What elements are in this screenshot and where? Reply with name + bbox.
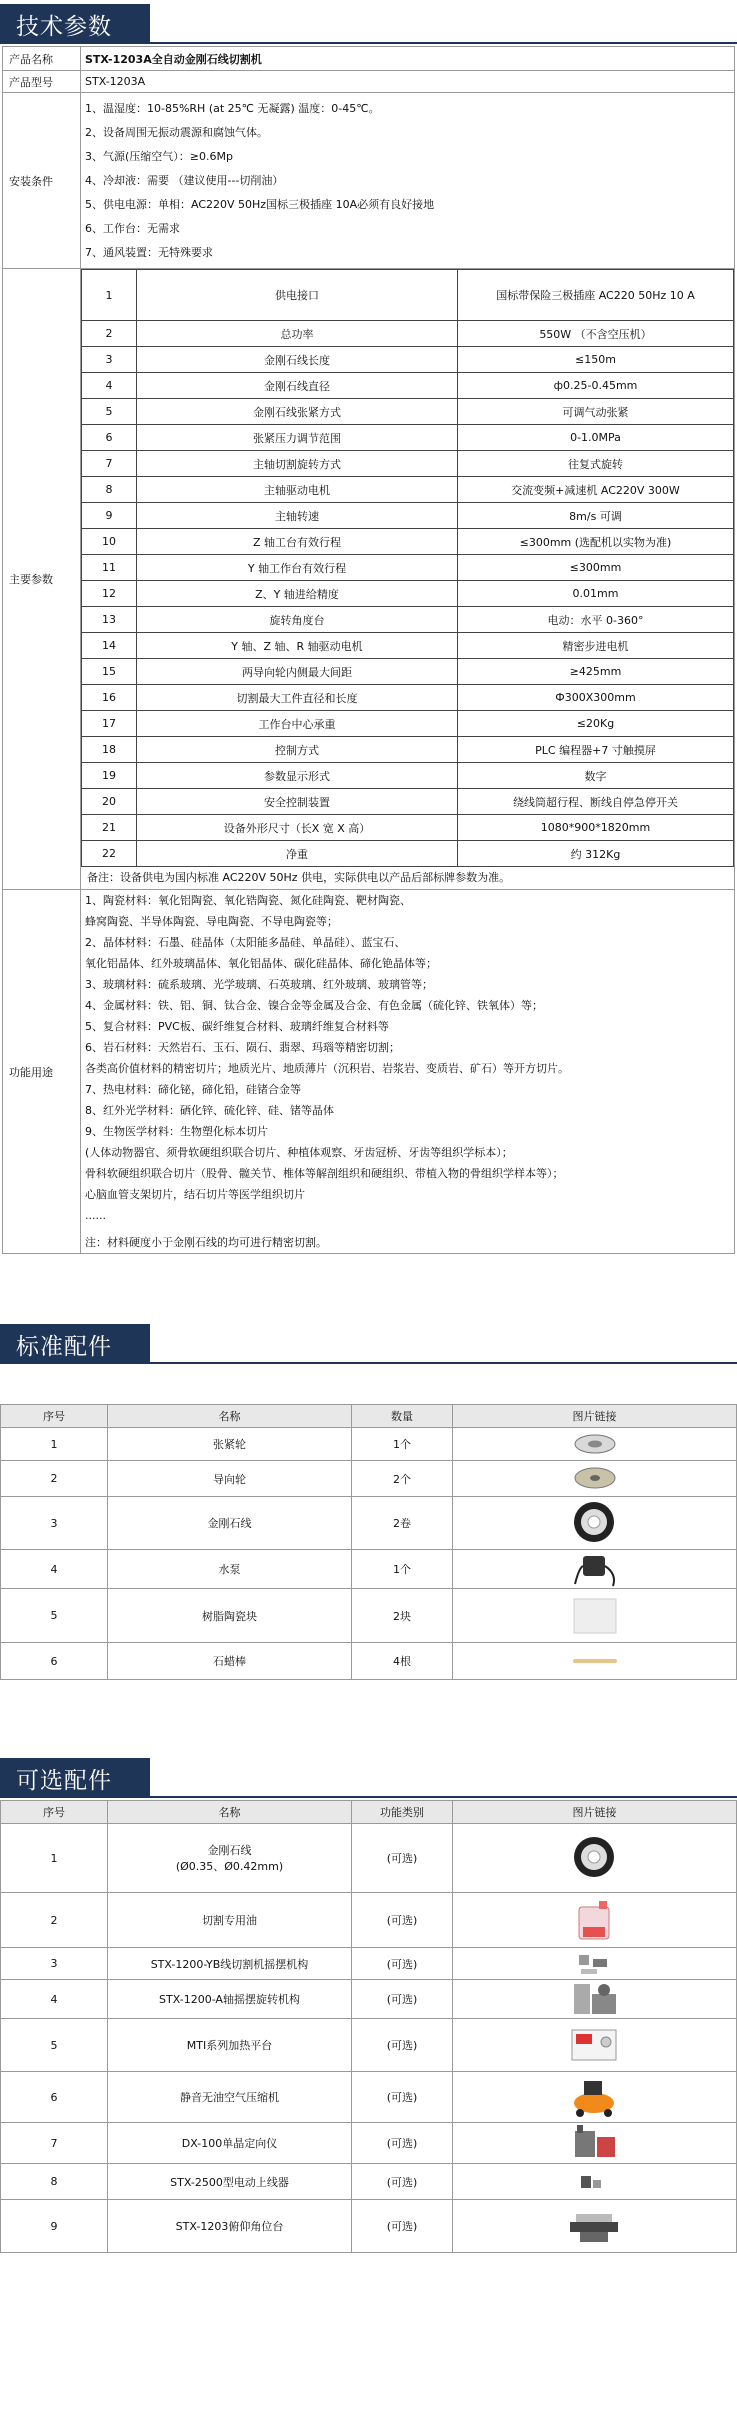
- param-value: ≤300mm: [458, 555, 734, 581]
- col-header-category: 功能类别: [352, 1801, 453, 1824]
- tech-params-table: [2, 46, 735, 1254]
- image-cell: [453, 2164, 737, 2200]
- row-number: 5: [1, 1589, 108, 1643]
- main-params-label: 主要参数: [3, 269, 81, 890]
- table-row: [82, 555, 734, 581]
- col-header-image: 图片链接: [453, 1801, 737, 1824]
- item-name: [108, 2123, 352, 2164]
- image-cell: [453, 1893, 737, 1948]
- row-number: 6: [82, 425, 137, 451]
- row-number: 21: [82, 815, 137, 841]
- row-number: 5: [1, 2019, 108, 2072]
- param-value: 8m/s 可调: [458, 503, 734, 529]
- row-number: 6: [1, 1643, 108, 1680]
- param-value: Ф300X300mm: [458, 685, 734, 711]
- param-value: 可调气动张紧: [458, 399, 734, 425]
- list-item: 3、气源(压缩空气）：≥0.6Mp: [85, 149, 233, 163]
- table-row: [82, 373, 734, 399]
- item-category: (可选): [352, 1893, 453, 1948]
- list-item: 3、玻璃材料：硫系玻璃、光学玻璃、石英玻璃、红外玻璃、玻璃管等；: [85, 978, 433, 991]
- row-number: 7: [1, 2123, 108, 2164]
- item-name-line: 静音无油空气压缩机: [180, 2091, 279, 2104]
- row-number: 4: [1, 1550, 108, 1589]
- list-item: 5、复合材料：PVC板、碳纤维复合材料、玻璃纤维复合材料等: [85, 1020, 389, 1033]
- list-item: 1、陶瓷材料：氧化铝陶瓷、氧化锆陶瓷、氮化硅陶瓷、靶材陶瓷、: [85, 894, 411, 907]
- table-row: [82, 659, 734, 685]
- row-number: 13: [82, 607, 137, 633]
- list-item: 6、岩石材料：天然岩石、玉石、陨石、翡翠、玛瑙等精密切割；: [85, 1041, 400, 1054]
- table-row: [82, 425, 734, 451]
- table-row: [82, 841, 734, 867]
- param-name: 切割最大工件直径和长度: [137, 685, 458, 711]
- tension-wheel-image: [571, 1430, 619, 1458]
- list-item: 8、红外光学材料：硒化锌、硫化锌、硅、锗等晶体: [85, 1104, 334, 1117]
- function-note: 注：材料硬度小于金刚石线的均可进行精密切割。: [85, 1236, 327, 1249]
- table-row: [82, 581, 734, 607]
- list-item: 各类高价值材料的精密切片；地质光片、地质薄片（沉积岩、岩浆岩、变质岩、矿石）等开方切片。: [85, 1062, 569, 1075]
- image-cell: [453, 1550, 737, 1589]
- item-category: (可选): [352, 2072, 453, 2123]
- table-row: [82, 399, 734, 425]
- table-row: [1, 1461, 737, 1497]
- row-number: 1: [1, 1824, 108, 1893]
- a-axis-rotation-image: [568, 1980, 622, 2018]
- power-note: 备注：设备供电为国内标准 AC220V 50Hz 供电，实际供电以产品后部标牌参数为准。: [87, 871, 511, 884]
- image-cell: [453, 1497, 737, 1550]
- table-row: [82, 711, 734, 737]
- row-number: 14: [82, 633, 137, 659]
- list-item: 2、设备周围无振动震源和腐蚀气体。: [85, 125, 268, 139]
- swing-mechanism-image: [571, 1949, 619, 1979]
- item-name-line: DX-100单晶定向仪: [181, 2137, 278, 2150]
- product-model-label: 产品型号: [3, 71, 81, 93]
- product-name-value: STX-1203A全自动金刚石线切割机: [81, 47, 735, 71]
- param-name: 旋转角度台: [137, 607, 458, 633]
- param-name: Z 轴工台有效行程: [137, 529, 458, 555]
- item-name: 导向轮: [108, 1461, 352, 1497]
- list-item: 心脑血管支架切片，结石切片等医学组织切片: [85, 1188, 305, 1201]
- param-name: 设备外形尺寸（长X 宽 X 高）: [137, 815, 458, 841]
- param-value: 电动：水平 0-360°: [458, 607, 734, 633]
- row-number: 6: [1, 2072, 108, 2123]
- param-value: 数字: [458, 763, 734, 789]
- divider: [0, 1362, 737, 1364]
- row-number: 2: [1, 1893, 108, 1948]
- row-number: 8: [82, 477, 137, 503]
- item-name: [108, 2072, 352, 2123]
- item-category: (可选): [352, 1980, 453, 2019]
- product-model-value: STX-1203A: [81, 71, 735, 93]
- param-value: 精密步进电机: [458, 633, 734, 659]
- col-header-qty: 数量: [352, 1405, 453, 1428]
- param-name: 安全控制装置: [137, 789, 458, 815]
- row-number: 8: [1, 2164, 108, 2200]
- item-name: [108, 2200, 352, 2253]
- table-row: [82, 321, 734, 347]
- item-quantity: 2个: [352, 1461, 453, 1497]
- row-number: 15: [82, 659, 137, 685]
- optional-accessories-title: 可选配件: [0, 1758, 150, 1798]
- table-row: [82, 503, 734, 529]
- table-row: [1, 2123, 737, 2164]
- list-item: 4、金属材料：铁、铝、铜、钛合金、镍合金等金属及合金、有色金属（硫化锌、铁氧体）等；: [85, 999, 543, 1012]
- row-number: 10: [82, 529, 137, 555]
- list-item: 2、晶体材料：石墨、硅晶体（太阳能多晶硅、单晶硅）、蓝宝石、: [85, 936, 406, 949]
- param-name: 金刚石线张紧方式: [137, 399, 458, 425]
- row-number: 3: [82, 347, 137, 373]
- param-value: 国标带保险三极插座 AC220 50Hz 10 A: [458, 270, 734, 321]
- row-number: 17: [82, 711, 137, 737]
- main-params-cell: [81, 269, 735, 890]
- item-name-line: STX-2500型电动上线器: [170, 2175, 289, 2189]
- row-number: 7: [82, 451, 137, 477]
- table-row: [1, 1948, 737, 1980]
- param-name: 供电接口: [137, 270, 458, 321]
- table-row: [82, 270, 734, 321]
- table-row: [1, 2019, 737, 2072]
- item-name: [108, 2164, 352, 2200]
- param-value: PLC 编程器+7 寸触摸屏: [458, 737, 734, 763]
- row-number: 16: [82, 685, 137, 711]
- heating-platform-image: [568, 2024, 622, 2066]
- param-name: 张紧压力调节范围: [137, 425, 458, 451]
- item-name-line: 金刚石线: [207, 1844, 252, 1857]
- param-value: 550W （不含空压机）: [458, 321, 734, 347]
- function-list: [81, 890, 735, 1254]
- item-name: [108, 2019, 352, 2072]
- row-number: 1: [82, 270, 137, 321]
- item-quantity: 2卷: [352, 1497, 453, 1550]
- item-quantity: 1个: [352, 1550, 453, 1589]
- standard-accessories-table: [0, 1404, 737, 1680]
- item-quantity: 1个: [352, 1428, 453, 1461]
- list-item: 9、生物医学材料：生物塑化标本切片: [85, 1125, 268, 1138]
- image-cell: [453, 1980, 737, 2019]
- item-name-line: 切割专用油: [202, 1914, 257, 1927]
- table-row: [82, 633, 734, 659]
- air-compressor-image: [568, 2073, 622, 2121]
- row-number: 22: [82, 841, 137, 867]
- table-row: [82, 451, 734, 477]
- diamond-wire-image: [566, 1835, 624, 1881]
- param-name: 主轴驱动电机: [137, 477, 458, 503]
- item-name-line: STX-1203俯仰角位台: [175, 2220, 284, 2233]
- list-item: 骨科软硬组织联合切片（股骨、髋关节、椎体等解剖组织和硬组织、带植入物的骨组织学样本等）；: [85, 1167, 564, 1180]
- col-header-image: 图片链接: [453, 1405, 737, 1428]
- param-value: 0-1.0MPa: [458, 425, 734, 451]
- item-name-line: MTI系列加热平台: [186, 2039, 273, 2052]
- divider: [0, 1796, 737, 1798]
- item-quantity: 2块: [352, 1589, 453, 1643]
- image-cell: [453, 1589, 737, 1643]
- param-name: 控制方式: [137, 737, 458, 763]
- table-row: [1, 2072, 737, 2123]
- col-header-name: 名称: [108, 1405, 352, 1428]
- pitch-stage-image: [566, 2206, 624, 2246]
- image-cell: [453, 2123, 737, 2164]
- param-value: 0.01mm: [458, 581, 734, 607]
- list-item: 1、温湿度：10-85%RH (at 25℃ 无凝露) 温度：0-45℃。: [85, 101, 380, 115]
- item-spec-line: (Ø0.35、Ø0.42mm): [175, 1860, 284, 1873]
- item-quantity: 4根: [352, 1643, 453, 1680]
- guide-wheel-image: [571, 1465, 619, 1493]
- param-name: 主轴转速: [137, 503, 458, 529]
- image-cell: [453, 1824, 737, 1893]
- list-item: 氧化铝晶体、红外玻璃晶体、氧化铝晶体、碳化硅晶体、碲化铯晶体等；: [85, 957, 437, 970]
- image-cell: [453, 1948, 737, 1980]
- list-item: 蜂窝陶瓷、半导体陶瓷、导电陶瓷、不导电陶瓷等；: [85, 915, 338, 928]
- param-name: Y 轴工作台有效行程: [137, 555, 458, 581]
- param-name: Z、Y 轴进给精度: [137, 581, 458, 607]
- row-number: 5: [82, 399, 137, 425]
- param-value: 交流变频+减速机 AC220V 300W: [458, 477, 734, 503]
- table-row: [82, 737, 734, 763]
- item-name: [108, 1824, 352, 1893]
- row-number: 20: [82, 789, 137, 815]
- item-category: (可选): [352, 1948, 453, 1980]
- param-value: 1080*900*1820mm: [458, 815, 734, 841]
- item-category: (可选): [352, 2019, 453, 2072]
- row-number: 3: [1, 1948, 108, 1980]
- table-row: [82, 347, 734, 373]
- image-cell: [453, 1643, 737, 1680]
- row-number: 11: [82, 555, 137, 581]
- item-name: [108, 1980, 352, 2019]
- col-header-no: 序号: [1, 1405, 108, 1428]
- item-name: 水泵: [108, 1550, 352, 1589]
- row-number: 2: [82, 321, 137, 347]
- diamond-wire-image: [566, 1500, 624, 1546]
- item-name: 金刚石线: [108, 1497, 352, 1550]
- list-item: 6、工作台：无需求: [85, 221, 180, 235]
- param-value: ≤150m: [458, 347, 734, 373]
- param-name: 金刚石线直径: [137, 373, 458, 399]
- table-row: [82, 815, 734, 841]
- install-conditions-list: [81, 93, 735, 269]
- install-conditions-label: 安装条件: [3, 93, 81, 269]
- resin-block-image: [568, 1595, 622, 1637]
- main-params-table: [81, 269, 734, 867]
- image-cell: [453, 1461, 737, 1497]
- list-item: 7、通风装置：无特殊要求: [85, 245, 213, 259]
- item-category: (可选): [352, 2164, 453, 2200]
- param-name: 两导向轮内侧最大间距: [137, 659, 458, 685]
- table-row: [1, 1824, 737, 1893]
- optional-accessories-table: [0, 1800, 737, 2253]
- table-row: [1, 2164, 737, 2200]
- param-name: 总功率: [137, 321, 458, 347]
- table-row: [1, 1893, 737, 1948]
- list-item: 4、冷却液：需要 （建议使用---切削油）: [85, 173, 284, 187]
- table-row: [1, 1589, 737, 1643]
- param-value: 绕线筒超行程、断线自停急停开关: [458, 789, 734, 815]
- row-number: 19: [82, 763, 137, 789]
- product-name-label: 产品名称: [3, 47, 81, 71]
- image-cell: [453, 2072, 737, 2123]
- row-number: 12: [82, 581, 137, 607]
- item-name-line: STX-1200-A轴摇摆旋转机构: [159, 1993, 300, 2006]
- item-category: (可选): [352, 1824, 453, 1893]
- param-name: 金刚石线长度: [137, 347, 458, 373]
- param-value: ≤300mm (选配机以实物为准): [458, 529, 734, 555]
- list-item: 7、热电材料：碲化铋，碲化铅，硅锗合金等: [85, 1083, 301, 1096]
- water-pump-image: [569, 1550, 621, 1588]
- col-header-no: 序号: [1, 1801, 108, 1824]
- tech-params-title: 技术参数: [0, 4, 150, 44]
- row-number: 4: [82, 373, 137, 399]
- list-item: (人体动物器官、须骨软硬组织联合切片、种植体观察、牙齿冠桥、牙齿等组织学标本）；: [85, 1146, 513, 1159]
- wax-stick-image: [571, 1647, 619, 1675]
- table-row: [1, 1497, 737, 1550]
- table-row: [82, 763, 734, 789]
- item-name: [108, 1893, 352, 1948]
- table-row: [82, 529, 734, 555]
- row-number: 1: [1, 1428, 108, 1461]
- col-header-name: 名称: [108, 1801, 352, 1824]
- item-name-line: STX-1200-YB线切割机摇摆机构: [150, 1957, 309, 1971]
- divider: [0, 42, 737, 44]
- row-number: 2: [1, 1461, 108, 1497]
- param-value: ≥425mm: [458, 659, 734, 685]
- table-row: [1, 1643, 737, 1680]
- table-row: [82, 477, 734, 503]
- image-cell: [453, 2019, 737, 2072]
- item-category: (可选): [352, 2200, 453, 2253]
- table-row: [1, 1550, 737, 1589]
- param-name: 工作台中心承重: [137, 711, 458, 737]
- table-row: [1, 2200, 737, 2253]
- param-name: 参数显示形式: [137, 763, 458, 789]
- list-item: 5、供电电源：单相：AC220V 50Hz国标三极插座 10A必须有良好接地: [85, 197, 435, 211]
- param-name: 主轴切割旋转方式: [137, 451, 458, 477]
- param-value: ≤20Kg: [458, 711, 734, 737]
- param-name: 净重: [137, 841, 458, 867]
- image-cell: [453, 1428, 737, 1461]
- param-value: 往复式旋转: [458, 451, 734, 477]
- wire-loader-image: [575, 2170, 615, 2194]
- item-category: (可选): [352, 2123, 453, 2164]
- row-number: 4: [1, 1980, 108, 2019]
- image-cell: [453, 2200, 737, 2253]
- row-number: 9: [1, 2200, 108, 2253]
- item-name: [108, 1948, 352, 1980]
- item-name: 树脂陶瓷块: [108, 1589, 352, 1643]
- param-value: ф0.25-0.45mm: [458, 373, 734, 399]
- row-number: 9: [82, 503, 137, 529]
- table-row: [82, 607, 734, 633]
- table-row: [82, 789, 734, 815]
- orientation-instrument-image: [569, 2123, 621, 2163]
- standard-accessories-title: 标准配件: [0, 1324, 150, 1364]
- row-number: 18: [82, 737, 137, 763]
- function-label: 功能用途: [3, 890, 81, 1254]
- item-name: 石蜡棒: [108, 1643, 352, 1680]
- param-value: 约 312Kg: [458, 841, 734, 867]
- item-name: 张紧轮: [108, 1428, 352, 1461]
- cutting-oil-image: [569, 1897, 621, 1943]
- param-name: Y 轴、Z 轴、R 轴驱动电机: [137, 633, 458, 659]
- table-row: [1, 1428, 737, 1461]
- table-row: [82, 685, 734, 711]
- table-row: [1, 1980, 737, 2019]
- row-number: 3: [1, 1497, 108, 1550]
- list-item: ......: [85, 1209, 106, 1222]
